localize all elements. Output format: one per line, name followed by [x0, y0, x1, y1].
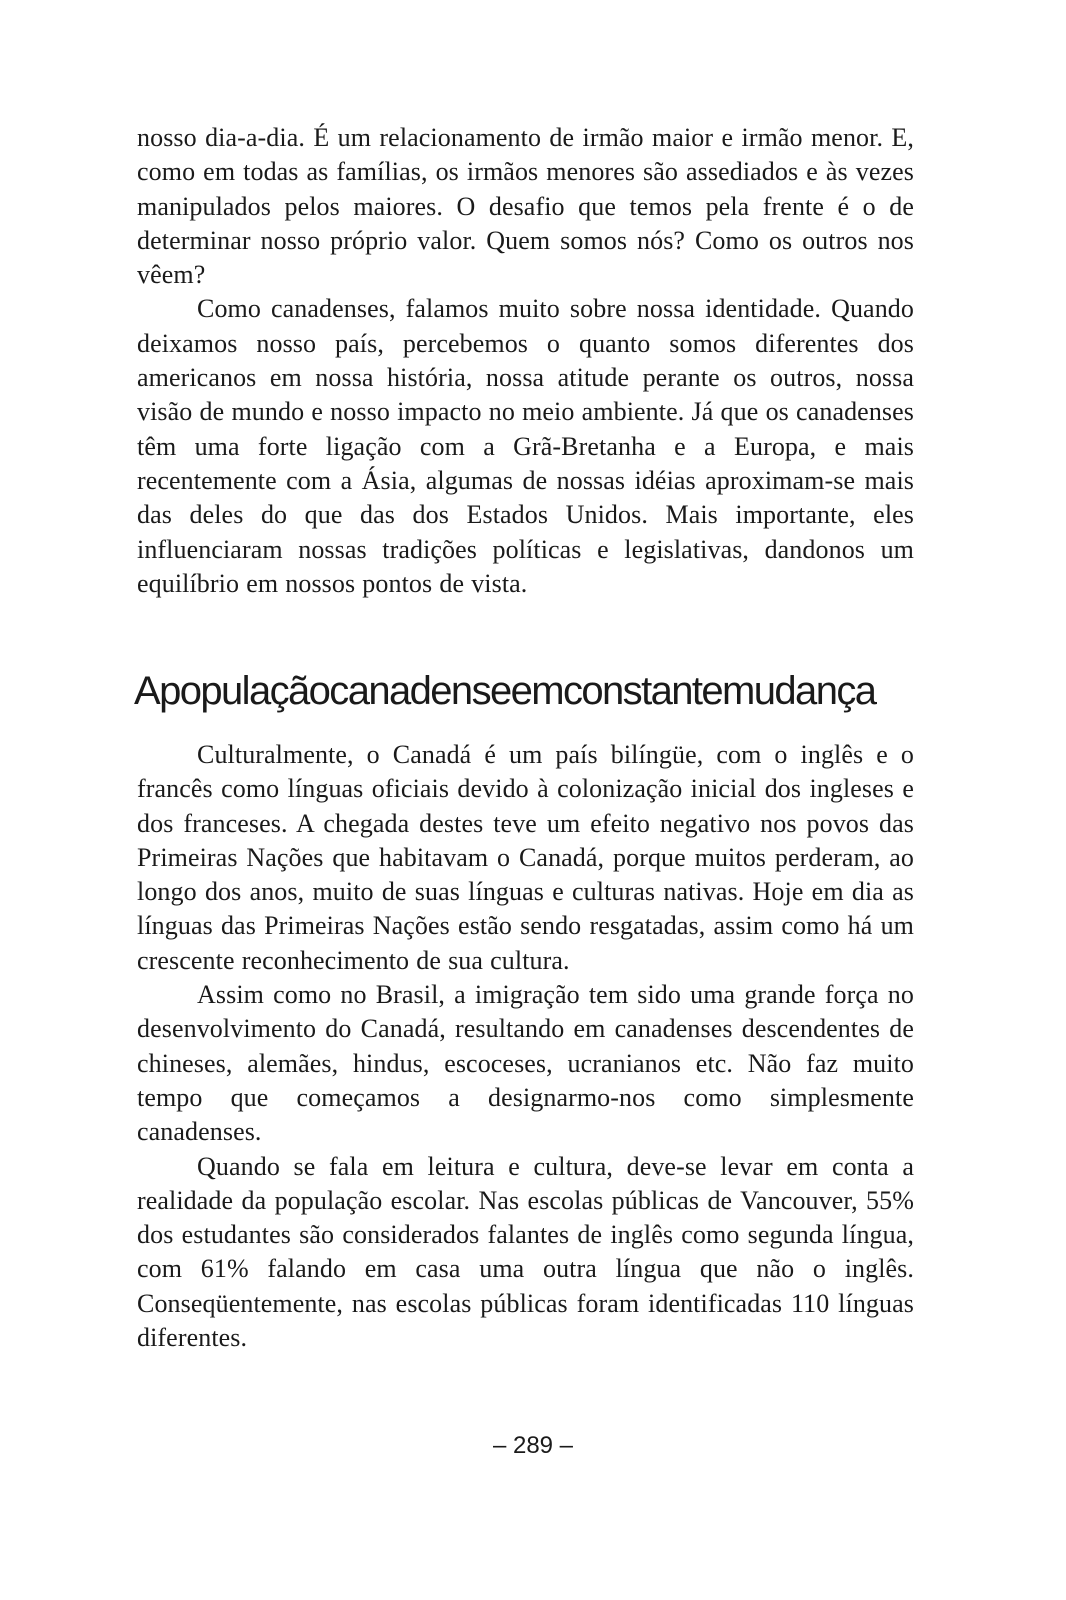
paragraph-identity: Como canadenses, falamos muito sobre nossa identidade. Quando deixamos nosso país, percebemos o quanto somos diferentes dos americanos em nossa história, nossa atitude perante os outros, nossa visão de mundo e nosso impacto no meio ambiente. Já que os canadenses têm uma forte ligação com a Grã-Bretanha e a Europa, e mais recentemente com a Ásia, algumas de nossas idéias aproximam-se mais das deles do que das dos Estados Unidos. Mais importante, eles influenciaram nossas tradições políticas e legislativas, dandonos um equilíbrio em nossos pontos de vista.: [137, 294, 914, 598]
paragraph-continuation: nosso dia-a-dia. É um relacionamento de irmão maior e irmão menor. E, como em todas as famílias, os irmãos menores são assediados e às vezes manipulados pelos maiores. O desafio que temos pela frente é o de determinar nosso próprio valor. Quem somos nós? Como os outros nos vêem?: [137, 123, 914, 290]
page-number: – 289 –: [492, 1432, 574, 1459]
bottom-text-block: [137, 738, 914, 1355]
paragraph-school-population: Quando se fala em leitura e cultura, deve-se levar em conta a realidade da população escolar. Nas escolas públicas de Vancouver, 55% dos estudantes são considerados falantes de inglês como segunda língua, com 61% falando em casa uma outra língua que não o inglês. Conseqüentemente, nas escolas públicas foram identificadas 110 línguas diferentes.: [137, 1151, 914, 1353]
section-heading: Apopulaçãocanadenseemconstantemudança: [134, 669, 876, 713]
paragraph-immigration: Assim como no Brasil, a imigração tem sido uma grande força no desenvolvimento do Canadá, resultando em canadenses descendentes de chineses, alemães, hindus, escoceses, ucranianos etc. Não faz muito tempo que começamos a designarmo-nos como simplesmente canadenses.: [137, 980, 914, 1147]
paragraph-bilingual: Culturalmente, o Canadá é um país bilíngüe, com o inglês e o francês como línguas oficiais devido à colonização inicial dos ingleses e dos franceses. A chegada destes teve um efeito negativo nos povos das Primeiras Nações que habitavam o Canadá, porque muitos perderam, ao longo dos anos, muito de suas línguas e culturas nativas. Hoje em dia as línguas das Primeiras Nações estão sendo resgatadas, assim como há um crescente reconhecimento de sua cultura.: [137, 740, 914, 975]
top-text-block: [137, 121, 914, 601]
